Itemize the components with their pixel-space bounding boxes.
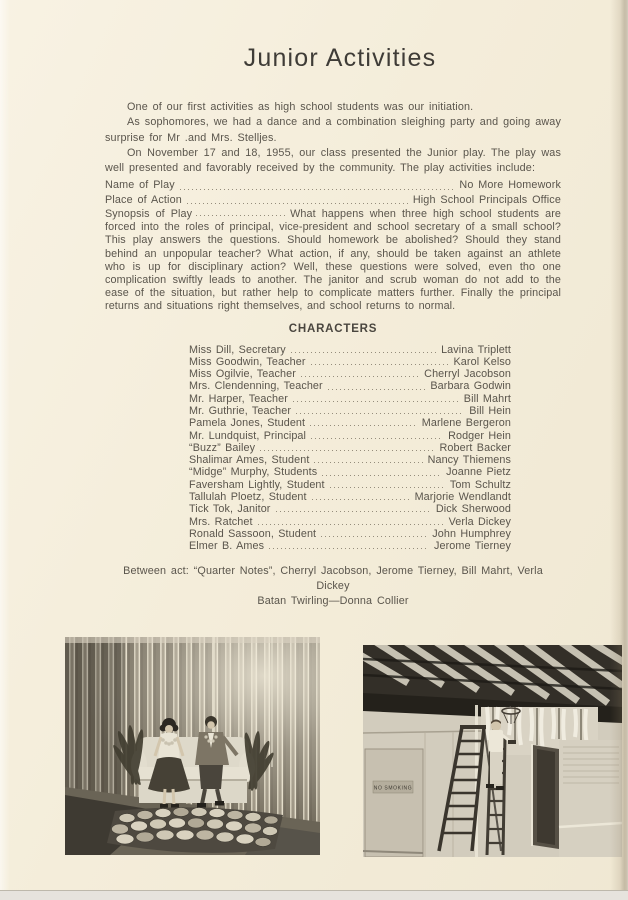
character-actor: Marjorie Wendlandt [414, 491, 511, 504]
between-act-line: Between act: “Quarter Notes”, Cherryl Jacobson, Jerome Tierney, Bill Mahrt, Verla [123, 564, 543, 577]
photo-ladder-gym [363, 645, 622, 857]
dotted-leader [321, 528, 427, 540]
fact-value: No More Homework [459, 179, 561, 192]
character-row [189, 516, 511, 528]
dotted-leader [311, 356, 449, 368]
body-paragraph: On November 17 and 18, 1955, our class presented the Junior play. The play was well presented and favorably received by the community. The play activities include: [105, 146, 561, 175]
dotted-leader [330, 479, 445, 491]
dotted-leader [296, 405, 464, 417]
dotted-leader [269, 540, 429, 552]
character-role: Miss Ogilvie, Teacher [189, 368, 296, 381]
dotted-leader [187, 193, 408, 207]
dotted-leader [301, 368, 419, 380]
character-actor: Marlene Bergeron [421, 417, 511, 430]
dotted-leader [314, 454, 422, 466]
character-row [189, 380, 511, 392]
dotted-leader [328, 380, 426, 392]
character-row [189, 503, 511, 515]
character-role: “Buzz” Bailey [189, 441, 256, 454]
character-actor: Barbara Godwin [430, 380, 511, 393]
intro-paragraphs [105, 100, 561, 176]
character-row [189, 417, 511, 429]
dotted-leader [276, 503, 431, 515]
character-role: Pamela Jones, Student [189, 417, 306, 430]
character-row [189, 393, 511, 405]
dark-doorway [532, 744, 559, 849]
character-row [189, 442, 511, 454]
character-row [189, 344, 511, 356]
fact-label: Name of Play [105, 179, 175, 192]
character-row [189, 430, 511, 442]
dotted-leader [322, 466, 441, 478]
character-role: Faversham Lightly, Student [189, 478, 325, 491]
character-row [189, 540, 511, 552]
dotted-leader [310, 417, 417, 429]
stone-ledge [107, 807, 283, 853]
play-facts [105, 178, 561, 206]
play-fact-row [105, 193, 561, 207]
character-role: Mrs. Clendenning, Teacher [189, 380, 323, 393]
synopsis-paragraph [105, 208, 561, 314]
synopsis-label: Synopsis of Play [105, 207, 193, 220]
page-curl-shadow [610, 0, 628, 891]
character-role: Mrs. Ratchet [189, 515, 253, 528]
character-actor: Nancy Thiemens [427, 454, 511, 467]
character-actor: Cherryl Jacobson [424, 368, 511, 381]
photo-couple-on-stage [65, 637, 320, 855]
body-paragraph: One of our first activities as high school students was our initiation. [127, 101, 474, 113]
character-actor: Verla Dickey [448, 515, 511, 528]
no-smoking-sign: NO SMOKING [373, 785, 413, 792]
between-act-line: Batan Twirling—Donna Collier [257, 594, 409, 607]
character-actor: Tom Schultz [449, 478, 511, 491]
dotted-leader [312, 491, 410, 503]
dotted-leader [293, 393, 459, 405]
page-title: Junior Activities [243, 44, 437, 72]
character-row [189, 528, 511, 540]
character-role: Miss Dill, Secretary [189, 343, 286, 356]
character-role: Tallulah Ploetz, Student [189, 491, 307, 504]
character-role: Mr. Harper, Teacher [189, 392, 288, 405]
fact-label: Place of Action [105, 193, 182, 206]
character-role: Elmer B. Ames [189, 540, 265, 553]
character-actor: Robert Backer [439, 441, 511, 454]
character-row [189, 454, 511, 466]
character-row [189, 466, 511, 478]
dotted-leader [291, 344, 436, 356]
character-row [189, 368, 511, 380]
character-actor: John Humphrey [432, 527, 511, 540]
character-actor: Karol Kelso [453, 355, 511, 368]
character-role: Tick Tok, Janitor [189, 503, 271, 516]
scan-background-strip [0, 890, 628, 900]
character-role: “Midge” Murphy, Students [189, 466, 318, 479]
character-role: Miss Goodwin, Teacher [189, 355, 306, 368]
bench [131, 737, 255, 803]
dotted-leader [260, 442, 434, 454]
fact-value: High School Principals Office [412, 193, 561, 206]
play-fact-row [105, 178, 561, 192]
dotted-leader [258, 516, 444, 528]
page-content [105, 44, 561, 609]
synopsis-text: What happens when three high school students are forced into the roles of principal, vice-president and school secretary of a small school? This play answers the questions. Should homework be abolished? Should they stand behind an unpopular teacher? What action, if any, should be taken against an athlete who is up for disciplinary action? Well, these questions were solved, even tho one complication swiftly leads to another. The janitor and scrub woman do not add to the ease of the situation, but rather help to complicate matters further. Finally the principal returns and situations right themselves, and school returns to normal. [105, 207, 562, 313]
character-role: Mr. Guthrie, Teacher [189, 405, 292, 417]
character-role: Shalimar Ames, Student [189, 454, 310, 467]
character-row [189, 491, 511, 503]
character-row [189, 479, 511, 491]
character-row [189, 405, 511, 417]
dotted-leader [180, 178, 455, 192]
page-edge-highlight [0, 0, 10, 891]
character-actor: Rodger Hein [448, 429, 511, 442]
body-paragraph: As sophomores, we had a dance and a combination sleighing party and going away surprise for Mr .and Mrs. Stelljes. [105, 116, 561, 144]
characters-list [189, 344, 511, 553]
characters-heading: CHARACTERS [288, 322, 378, 335]
character-row [189, 356, 511, 368]
character-actor: Dick Sherwood [435, 503, 511, 516]
dotted-leader [196, 208, 286, 217]
character-actor: Lavina Triplett [441, 343, 511, 356]
between-act-line: Dickey [316, 579, 350, 592]
character-actor: Bill Mahrt [463, 392, 511, 405]
character-role: Mr. Lundquist, Principal [189, 429, 307, 442]
between-act-lines [105, 564, 561, 610]
character-role: Ronald Sassoon, Student [189, 527, 317, 540]
character-actor: Jerome Tierney [433, 540, 511, 553]
character-actor: Bill Hein [469, 405, 511, 417]
dotted-leader [311, 430, 443, 442]
character-actor: Joanne Pietz [446, 466, 511, 479]
